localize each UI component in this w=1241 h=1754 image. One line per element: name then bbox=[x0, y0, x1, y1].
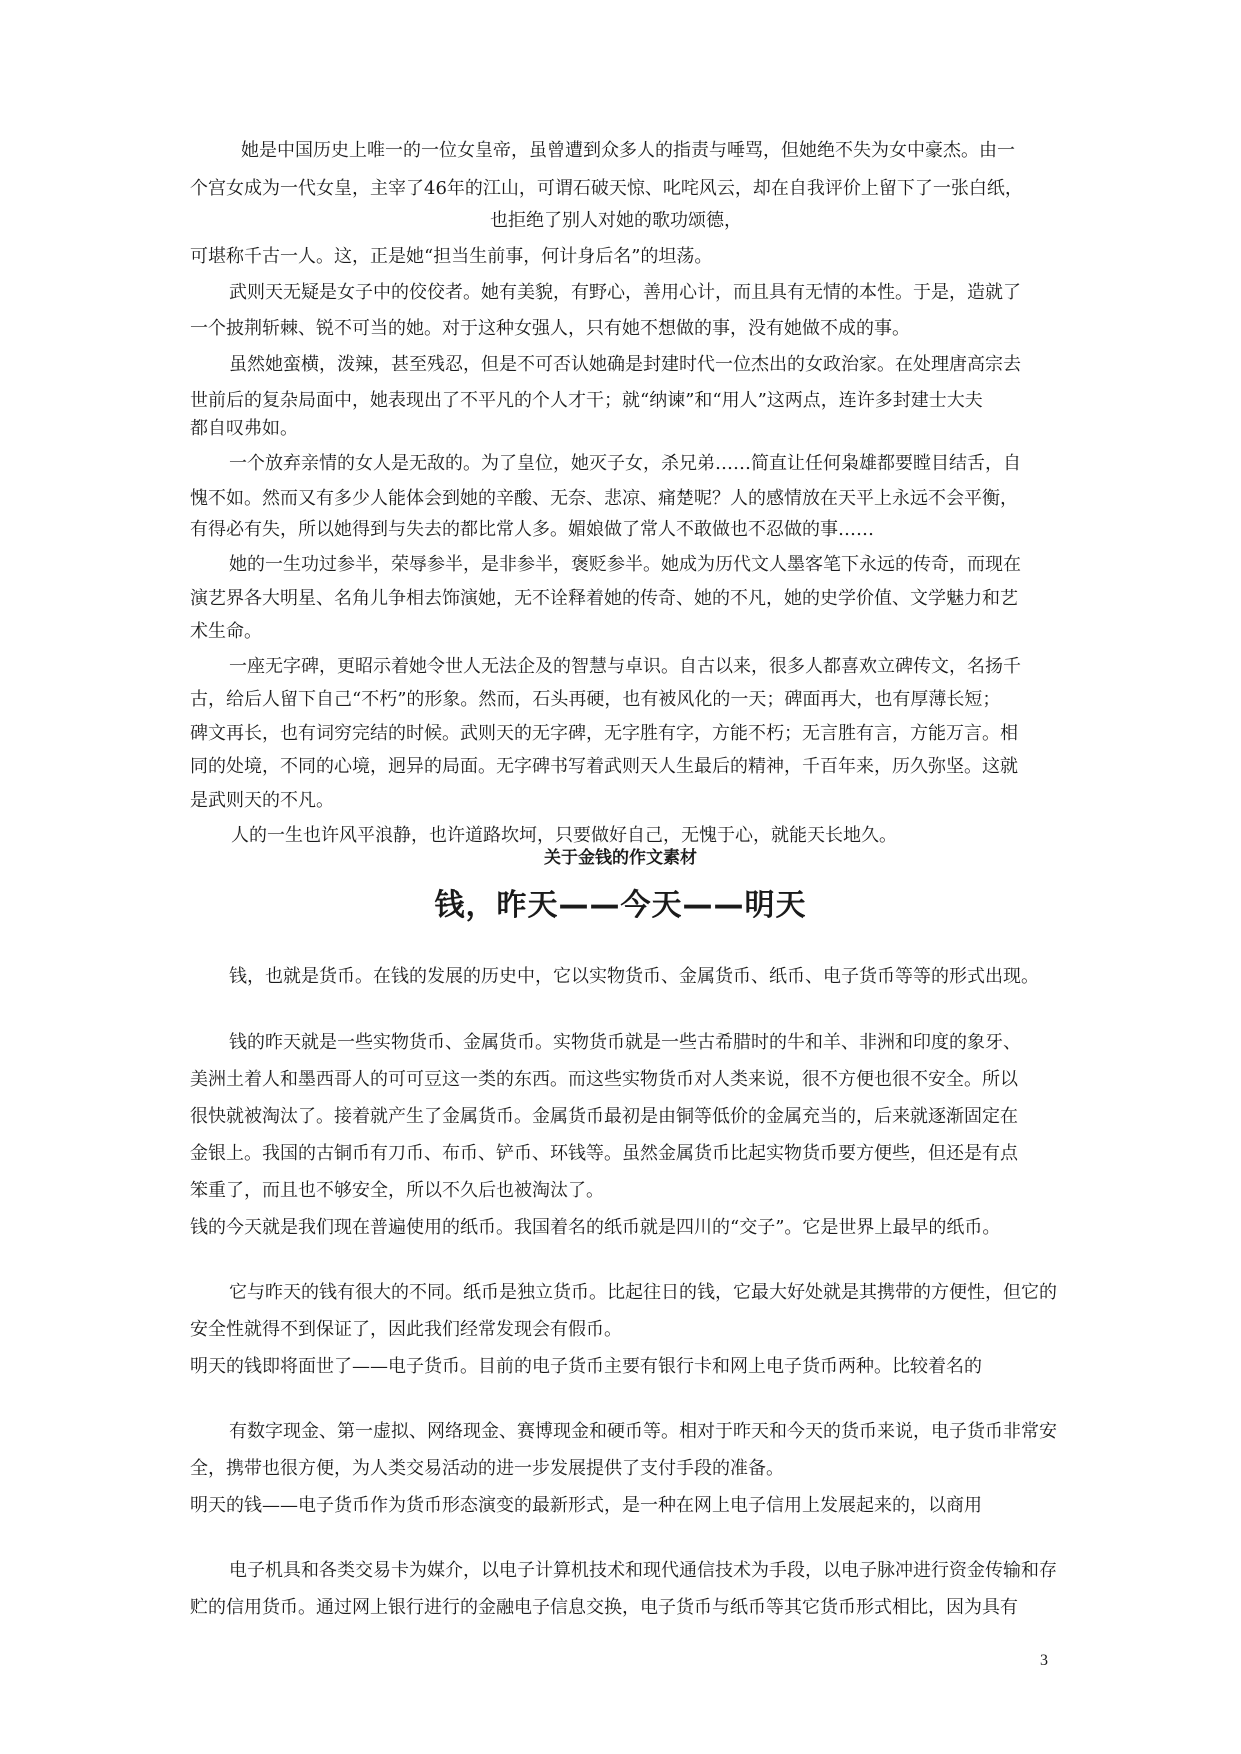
section-heading: 关于金钱的作文素材 bbox=[544, 848, 697, 868]
text-line: 它与昨天的钱有很大的不同。纸币是独立货币。比起往日的钱，它最大好处就是其携带的方便性，但它的 bbox=[229, 1282, 1057, 1303]
text-line: 安全性就得不到保证了，因此我们经常发现会有假币。 bbox=[190, 1319, 622, 1340]
page-number: 3 bbox=[1040, 1652, 1048, 1669]
text-line: 贮的信用货币。通过网上银行进行的金融电子信息交换，电子货币与纸币等其它货币形式相比，因为具有 bbox=[190, 1597, 1018, 1618]
text-line: 碑文再长，也有词穷完结的时候。武则天的无字碑，无字胜有字，方能不朽；无言胜有言，方能万言。相 bbox=[190, 723, 1018, 744]
text-line: 钱，也就是货币。在钱的发展的历史中，它以实物货币、金属货币、纸币、电子货币等等的形式出现。 bbox=[229, 966, 1039, 987]
text-line: 古，给后人留下自己“不朽”的形象。然而，石头再硬，也有被风化的一天；碑面再大，也有厚薄长短； bbox=[190, 689, 1001, 710]
text-line: 全，携带也很方便，为人类交易活动的进一步发展提供了支付手段的准备。 bbox=[190, 1458, 784, 1479]
text-line: 她是中国历史上唯一的一位女皇帝，虽曾遭到众多人的指责与唾骂，但她绝不失为女中豪杰。由一 bbox=[241, 140, 1015, 161]
text-line: 有数字现金、第一虚拟、网络现金、赛博现金和硬币等。相对于昨天和今天的货币来说，电子货币非常安 bbox=[229, 1421, 1057, 1442]
text-line: 笨重了，而且也不够安全，所以不久后也被淘汰了。 bbox=[190, 1180, 604, 1201]
text-line: 一座无字碑，更昭示着她令世人无法企及的智慧与卓识。自古以来，很多人都喜欢立碑传文，名扬千 bbox=[229, 656, 1021, 677]
text-line: 是武则天的不凡。 bbox=[190, 790, 334, 811]
text-line: 可堪称千古一人。这，正是她“担当生前事，何计身后名”的坦荡。 bbox=[190, 246, 713, 267]
text-line: 电子机具和各类交易卡为媒介，以电子计算机技术和现代通信技术为手段，以电子脉冲进行资金传输和存 bbox=[229, 1560, 1057, 1581]
text-line: 个宫女成为一代女皇，主宰了46年的江山，可谓石破天惊、叱咤风云，却在自我评价上留下了一张白纸， bbox=[190, 178, 1023, 199]
text-line: 明天的钱即将面世了——电子货币。目前的电子货币主要有银行卡和网上电子货币两种。比较着名的 bbox=[190, 1356, 982, 1377]
text-line: 愧不如。然而又有多少人能体会到她的辛酸、无奈、悲凉、痛楚呢？人的感情放在天平上永远不会平衡， bbox=[190, 488, 1018, 509]
text-line: 明天的钱——电子货币作为货币形态演变的最新形式，是一种在网上电子信用上发展起来的，以商用 bbox=[190, 1495, 982, 1516]
text-line: 钱的今天就是我们现在普遍使用的纸币。我国着名的纸币就是四川的“交子”。它是世界上最早的纸币。 bbox=[190, 1217, 1001, 1238]
essay-title: 钱，昨天——今天——明天 bbox=[434, 888, 807, 923]
text-line: 武则天无疑是女子中的佼佼者。她有美貌，有野心，善用心计，而且具有无情的本性。于是，造就了 bbox=[229, 282, 1021, 303]
text-line: 演艺界各大明星、名角儿争相去饰演她，无不诠释着她的传奇、她的不凡，她的史学价值、文学魅力和艺 bbox=[190, 588, 1018, 609]
text-line: 很快就被淘汰了。接着就产生了金属货币。金属货币最初是由铜等低价的金属充当的，后来就逐渐固定在 bbox=[190, 1106, 1018, 1127]
text-line: 人的一生也许风平浪静，也许道路坎坷，只要做好自己，无愧于心，就能天长地久。 bbox=[231, 825, 897, 846]
text-line: 有得必有失，所以她得到与失去的都比常人多。媚娘做了常人不敢做也不忍做的事…… bbox=[190, 519, 874, 540]
text-line: 世前后的复杂局面中，她表现出了不平凡的个人才干；就“纳谏”和“用人”这两点，连许多封建士大夫 bbox=[190, 390, 983, 411]
text-line: 美洲土着人和墨西哥人的可可豆这一类的东西。而这些实物货币对人类来说，很不方便也很不安全。所以 bbox=[190, 1069, 1018, 1090]
text-line: 一个放弃亲情的女人是无敌的。为了皇位，她灭子女，杀兄弟……简直让任何枭雄都要瞠目结舌，自 bbox=[229, 453, 1021, 474]
text-line: 也拒绝了别人对她的歌功颂德， bbox=[490, 210, 742, 231]
text-line: 钱的昨天就是一些实物货币、金属货币。实物货币就是一些古希腊时的牛和羊、非洲和印度的象牙、 bbox=[229, 1032, 1021, 1053]
text-line: 金银上。我国的古铜币有刀币、布币、铲币、环钱等。虽然金属货币比起实物货币要方便些，但还是有点 bbox=[190, 1143, 1018, 1164]
text-line: 她的一生功过参半，荣辱参半，是非参半，褒贬参半。她成为历代文人墨客笔下永远的传奇，而现在 bbox=[229, 554, 1021, 575]
text-line: 同的处境，不同的心境，迥异的局面。无字碑书写着武则天人生最后的精神，千百年来，历久弥坚。这就 bbox=[190, 756, 1018, 777]
text-line: 都自叹弗如。 bbox=[190, 418, 298, 439]
text-line: 一个披荆斩棘、锐不可当的她。对于这种女强人，只有她不想做的事，没有她做不成的事。 bbox=[190, 318, 910, 339]
text-line: 术生命。 bbox=[190, 621, 262, 642]
text-line: 虽然她蛮横，泼辣，甚至残忍，但是不可否认她确是封建时代一位杰出的女政治家。在处理唐高宗去 bbox=[229, 354, 1021, 375]
